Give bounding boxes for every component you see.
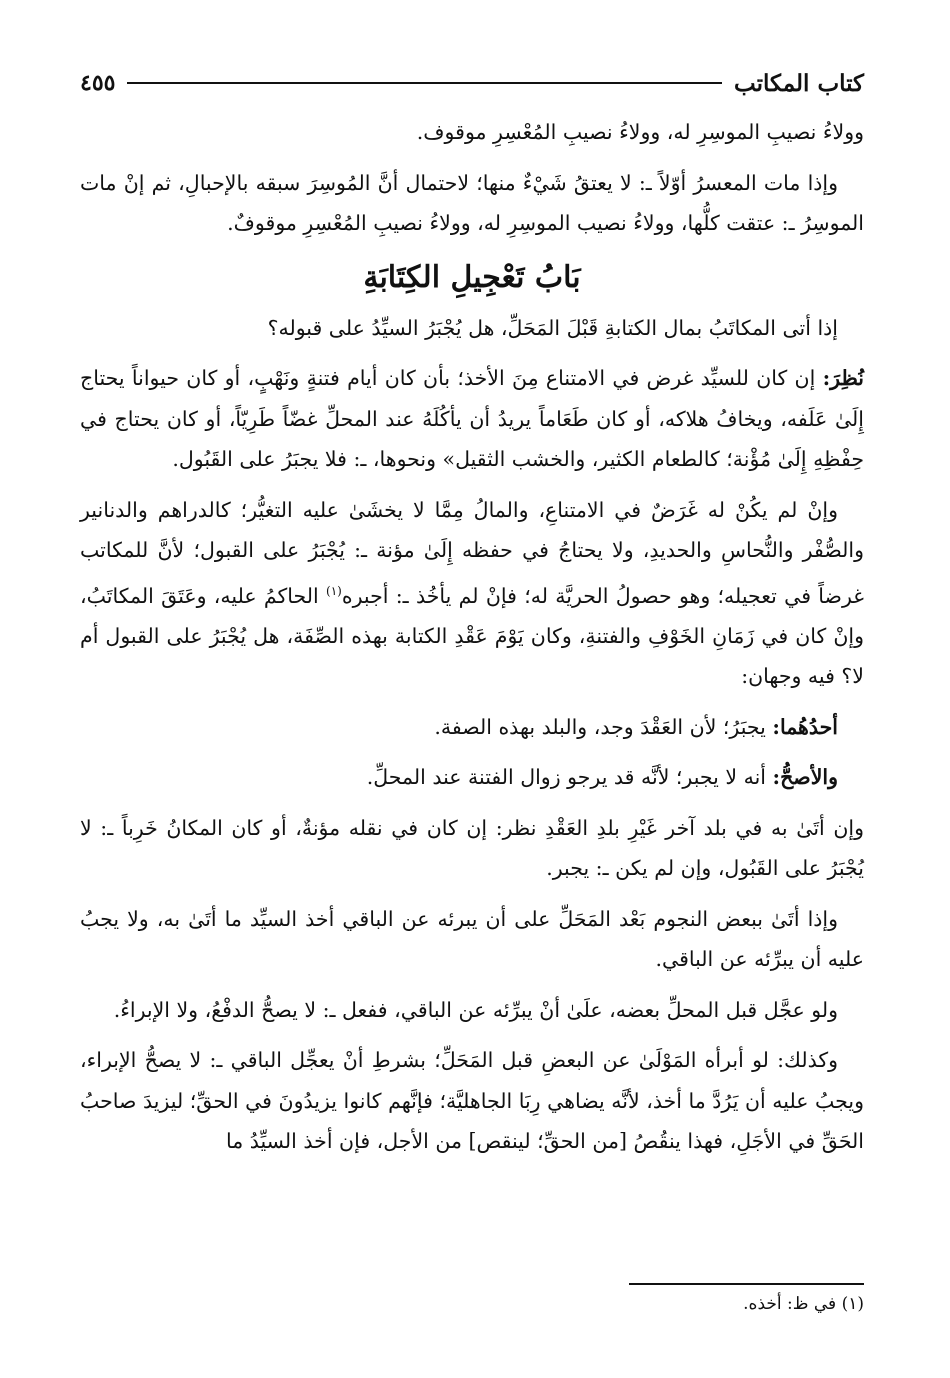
paragraph: وكذلك: لو أبرأه المَوْلَىٰ عن البعضِ قبل المَحَلِّ؛ بشرطِ أنْ يعجِّل الباقي ـ: لا يصحُّ الإبراء، ويجبُ عليه أن يَرُدَّ ما أخذ، لأنَّه يضاهي رِبَا الجاهليَّة؛ فإنَّهم كانوا يزيدُونَ في الحقِّ؛ ليزيدَ صاحبُ الحَقِّ في الأجَلِ، فهذا ينقُصُ [من الحقِّ؛ لينقص] من الأجل، فإن أخذ السيِّدُ ما	[80, 1048, 864, 1154]
paragraph-text: وإنْ لم يكُنْ له غَرَضٌ في الامتناعِ، والمالُ مِمَّا لا يخشَىٰ عليه التغيُّر؛ كالدراهم والدنانير والصُّفْر والنُّحاسِ والحديدِ، ولا يحتاجُ في حفظه إِلَىٰ مؤنة ـ: يُجْبَرُ على القبول؛ لأنَّ للمكاتب غرضاً في تعجيله؛ وهو حصولُ الحريَّة له؛ فإنْ لم يأخُذ ـ: أجبره	[80, 497, 864, 608]
paragraph: وإذا أتَىٰ ببعض النجوم بَعْد المَحَلِّ على أن يبرئه عن الباقي أخذ السيِّد ما أتَىٰ به، ولا يجبُ عليه أن يبرِّئه عن الباقي.	[80, 906, 864, 972]
footnote: (١) في ظ: أخذه.	[743, 1294, 864, 1314]
paragraph: وولاءُ نصيبِ الموسِرِ له، وولاءُ نصيبِ المُعْسِرِ موقوف.	[416, 120, 864, 144]
paragraph: وإن أتَىٰ به في بلد آخر غَيْرِ بلدِ العَقْدِ نظر: إن كان في نقله مؤنةٌ، أو كان المكانُ خَرِباً ـ: لا يُجْبَرُ على القَبُول، وإن لم يكن ـ: يجبر.	[80, 815, 864, 881]
page-number: ٤٥٥	[80, 70, 116, 96]
footnote-ref: (١)	[326, 583, 342, 598]
header-rule	[127, 82, 722, 84]
paragraph	[80, 707, 864, 748]
paragraph-text: إن كان للسيِّد غرض في الامتناع مِنَ الأخذ؛ بأن كان أيام فتنةٍ ونَهْبٍ، أو كان حيواناً يحتاج إِلَىٰ عَلَفه، ويخافُ هلاكه، أو كان طَعَاماً يريدُ أن يأكُلَهُ عند المحلِّ غضّاً طَرِيّاً، أو كان يحتاج في حِفْظِهِ إِلَىٰ مُؤْنة؛ كالطعام الكثير، والخشب الثقيل» ونحوها، ـ: فلا يجبَرُ على القَبُول.	[80, 366, 864, 471]
paragraph-text: يجبَرُ؛ لأن العَقْدَ وجد، والبلد بهذه الصفة.	[434, 714, 773, 739]
running-title: كتاب المكاتب	[734, 69, 864, 97]
paragraph	[80, 757, 864, 798]
chapter-title: بَابُ تَعْجِيلِ الكِتَابَةِ	[363, 259, 581, 295]
paragraph-lead: والأصحُّ:	[772, 765, 838, 790]
paragraph: وإذا مات المعسرُ أوّلاً ـ: لا يعتقُ شَيْءٌ منها؛ لاحتمال أنَّ المُوسِرَ سبقه بالإحبالِ، ثم إنْ مات الموسِرُ ـ: عتقت كلُّها، وولاءُ نصيب الموسِرِ له، وولاءُ نصيبِ المُعْسِرِ موقوفٌ.	[80, 170, 864, 235]
paragraph-text: الحاكمُ عليه، وعَتَقَ المكاتَبُ، وإنْ كان في زَمَانِ الخَوْفِ والفتنةِ، وكان يَوْمَ عَقْدِ الكتابة بهذه الصِّفَة، هل يُجْبَرُ على القبول أم لا؟ فيه وجهان:	[80, 583, 864, 689]
paragraph: ولو عجَّل قبل المحلِّ بعضه، علَىٰ أنْ يبرِّئه عن الباقي، ففعل ـ: لا يصحُّ الدفْعُ، ولا الإبراءُ.	[113, 997, 838, 1022]
paragraph-text: أنه لا يجبر؛ لأنَّه قد يرجو زوال الفتنة عند المحلِّ.	[366, 765, 773, 790]
paragraph	[80, 358, 864, 480]
paragraph	[80, 490, 864, 697]
main-text	[80, 112, 864, 1172]
footnote-rule	[629, 1283, 864, 1285]
page-header	[80, 68, 864, 98]
paragraph: إذا أتى المكاتَبُ بمال الكتابةِ قَبْلَ المَحَلِّ، هل يُجْبَرُ السيِّدُ على قبوله؟	[267, 315, 838, 340]
paragraph-lead: نُظِرَ:	[822, 366, 864, 390]
paragraph-lead: أحدُهُما:	[772, 714, 838, 739]
